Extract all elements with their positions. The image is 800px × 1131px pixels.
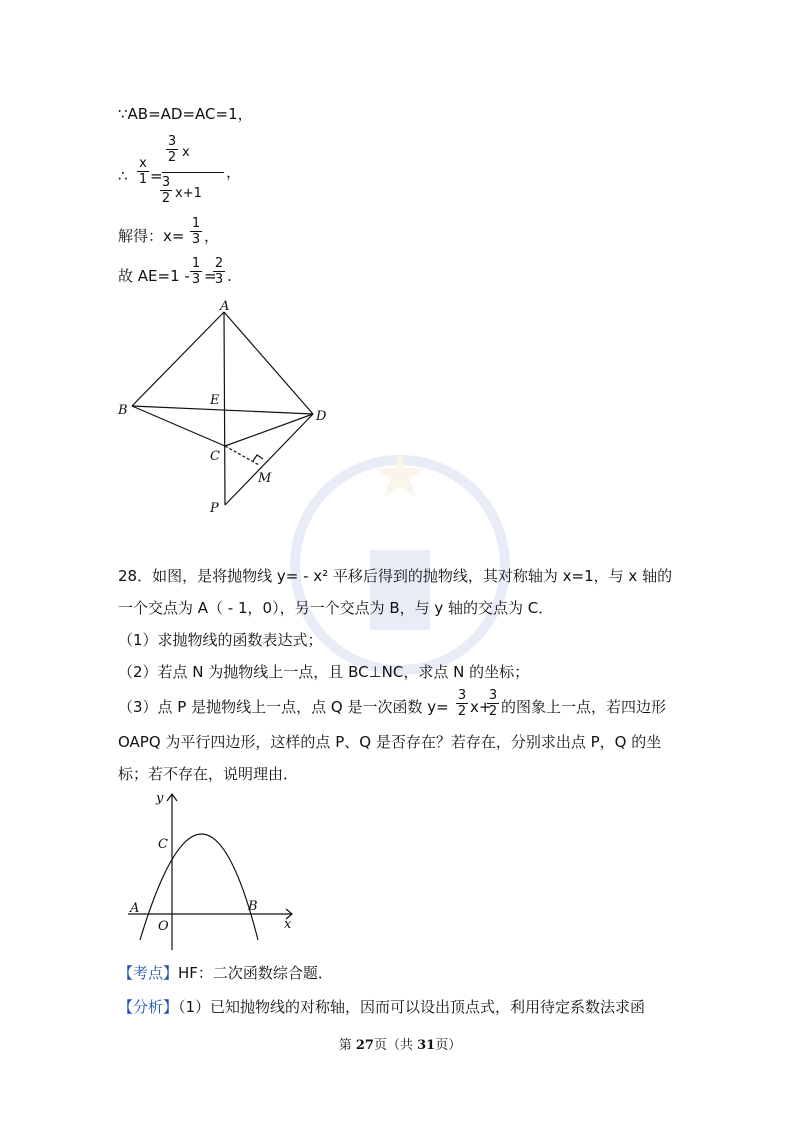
- segment-BD: [132, 406, 313, 414]
- fraction-one-third: 1 3: [191, 216, 201, 247]
- label-D: D: [316, 409, 327, 424]
- problem-intro-line1: 28．如图，是将抛物线 y= - x² 平移后得到的抛物线，其对称轴为 x=1，与 x 轴的: [118, 567, 673, 585]
- kaodian-line: [118, 963, 333, 983]
- segment-BC: [132, 406, 225, 446]
- page-footer: 第 27页（共 31页）: [338, 1038, 462, 1053]
- label-A-parabola: A: [130, 901, 140, 916]
- label-y: y: [156, 791, 164, 806]
- total-pages: 31: [417, 1038, 436, 1053]
- question-3-line3: 标；若不存在，说明理由．: [118, 765, 299, 783]
- segment-DP: [225, 414, 313, 505]
- geometry-figure: [110, 300, 340, 520]
- kaodian-text: HF：二次函数综合题．: [178, 964, 333, 982]
- q3-fraction-2: 3 2: [488, 688, 498, 719]
- fraction-x-over-1: x 1: [138, 156, 148, 187]
- parabola-figure: [120, 790, 300, 960]
- label-A: A: [220, 300, 230, 314]
- fraction-two-thirds: 2 3: [214, 256, 224, 287]
- label-C-parabola: C: [158, 837, 168, 852]
- question-3: （3）点 P 是抛物线上一点，点 Q 是一次函数 y=: [118, 698, 449, 716]
- question-3-line2: OAPQ 为平行四边形，这样的点 P、Q 是否存在？若存在，分别求出点 P，Q 的坐: [118, 733, 662, 751]
- question-1: （1）求抛物线的函数表达式；: [118, 631, 323, 649]
- question-2: （2）若点 N 为抛物线上一点，且 BC⊥NC，求点 N 的坐标；: [118, 663, 530, 681]
- label-C: C: [210, 449, 220, 464]
- therefore-symbol: ∴: [118, 167, 128, 185]
- label-O: O: [158, 919, 169, 934]
- num-inner-fraction: 3 2: [167, 134, 177, 165]
- page: ∵AB=AD=AC=1， ∴ x 1 = 3 2 x 3 2 x+1 ， 解得：x= 1 3 ， 故 AE=1 - 1 3 = 2 3 . A B E D C M P 28．如图，是将抛物线 y= - x² 平移后得到的抛物线，其对称轴为 x=1，与 x 轴的 一个交点为 A（ - 1，0），另一个交点为 B，与 y 轴的交点为 C． （1）求抛物线的函数表达式； （2）若点 N 为抛物线上一点，且 BC⊥NC，求点 N 的坐标； （3）点 P 是抛物线上一点，点 Q 是一次函数 y= 3 2 x+ 3 2 的图象上一点，若四边形 OAPQ 为平行四边形，这样的点 P、Q 是否存在？若存在，分别求出点 P，Q 的坐 标；若不存在，说明理由． y x C A O B 【考点】HF：二次函数综合题． 【分析】（1）已知抛物线的对称轴，因而可以设出顶点式，利用待定系数法求函 第 27页（共 31页）: [0, 0, 800, 1131]
- kaodian-tag: 【考点】: [118, 964, 179, 982]
- problem-intro-line2: 一个交点为 A（ - 1，0），另一个交点为 B，与 y 轴的交点为 C．: [118, 599, 554, 617]
- label-B: B: [118, 403, 128, 418]
- label-P: P: [210, 501, 219, 516]
- label-x: x: [284, 917, 292, 932]
- segment-AB: [132, 312, 224, 406]
- fenxi-tag: 【分析】: [118, 998, 179, 1016]
- right-angle-mark: [253, 455, 263, 461]
- big-fraction-bar: [162, 172, 224, 173]
- fenxi-line: [118, 997, 645, 1017]
- fraction-one-third-b: 1 3: [191, 256, 201, 287]
- q3-fraction-1: 3 2: [457, 688, 467, 719]
- segment-AD: [224, 312, 313, 414]
- label-E: E: [210, 393, 220, 408]
- den-inner-fraction: 3 2: [161, 175, 171, 206]
- segment-AP: [224, 312, 225, 505]
- current-page: 27: [355, 1038, 374, 1053]
- fenxi-text: （1）已知抛物线的对称轴，因而可以设出顶点式，利用待定系数法求函: [178, 998, 646, 1016]
- given-equal-sides: ∵AB=AD=AC=1，: [118, 105, 253, 123]
- ae-result: 故 AE=1 -: [118, 267, 190, 285]
- segment-CD: [225, 414, 313, 446]
- segment-CM-dashed: [225, 446, 259, 465]
- label-M: M: [258, 471, 272, 486]
- solve-result: 解得：x=: [118, 227, 185, 245]
- label-B-parabola: B: [248, 899, 258, 914]
